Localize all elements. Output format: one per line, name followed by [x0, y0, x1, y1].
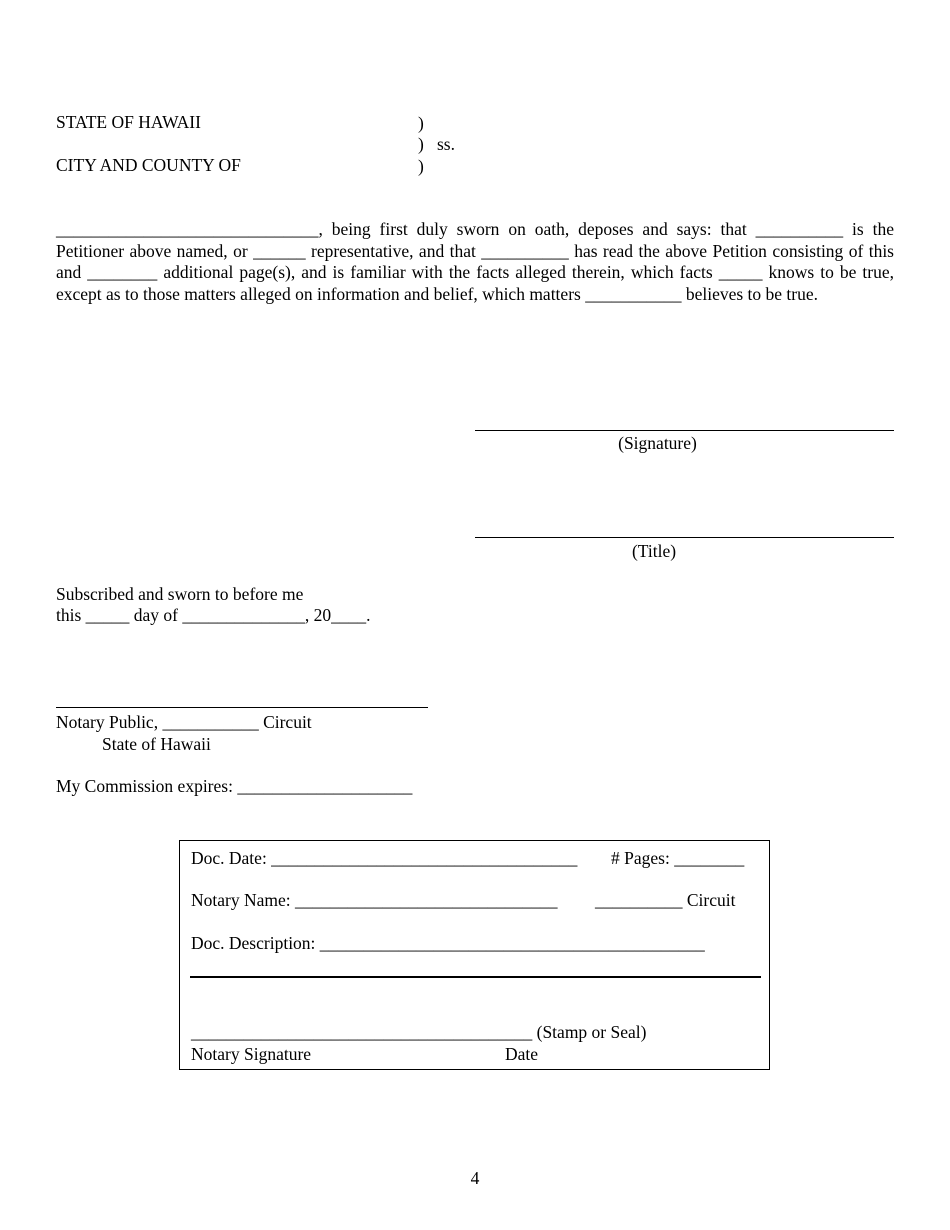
circuit-field: __________ Circuit: [595, 890, 736, 910]
notary-signature-line: [56, 707, 428, 708]
signature-label: (Signature): [618, 433, 697, 453]
page-number: 4: [470, 1168, 480, 1188]
notary-public-line: Notary Public, ___________ Circuit: [56, 712, 312, 732]
signature-line: [475, 430, 894, 431]
notary-signature-label: Notary Signature: [191, 1044, 312, 1064]
venue-state: STATE OF HAWAII: [56, 112, 201, 132]
jurat-line-1: Subscribed and sworn to before me: [56, 584, 304, 604]
stamp-signature-line: _______________________________________ (Stamp or Seal): [191, 1022, 647, 1042]
notary-certification-box: [179, 840, 770, 1070]
venue-paren-ss: ) ss.: [418, 134, 455, 154]
notary-state-line: State of Hawaii: [102, 734, 211, 754]
venue-paren-1: ): [418, 113, 424, 133]
jurat-line-2: this _____ day of ______________, 20____.: [56, 605, 371, 625]
title-line: [475, 537, 894, 538]
venue-paren-3: ): [418, 156, 424, 176]
title-label: (Title): [631, 541, 677, 561]
doc-description-field: Doc. Description: ____________________________________________: [191, 933, 705, 953]
box-divider: [190, 976, 761, 978]
date-label: Date: [505, 1044, 539, 1064]
doc-date-field: Doc. Date: ___________________________________: [191, 848, 578, 868]
venue-county: CITY AND COUNTY OF: [56, 155, 241, 175]
notary-name-field: Notary Name: ______________________________: [191, 890, 558, 910]
commission-expires-line: My Commission expires: ____________________: [56, 776, 413, 796]
pages-field: # Pages: ________: [611, 848, 745, 868]
affidavit-paragraph: ______________________________, being first duly sworn on oath, deposes and says: that __________ is the Petitioner above named, or ______ representative, and that __________ has read the above Petition consisting of this and ________ additional page(s), and is familiar with the facts alleged therein, which facts _____ knows to be true, except as to those matters alleged on information and belief, which matters ___________ believes to be true.: [56, 219, 894, 304]
